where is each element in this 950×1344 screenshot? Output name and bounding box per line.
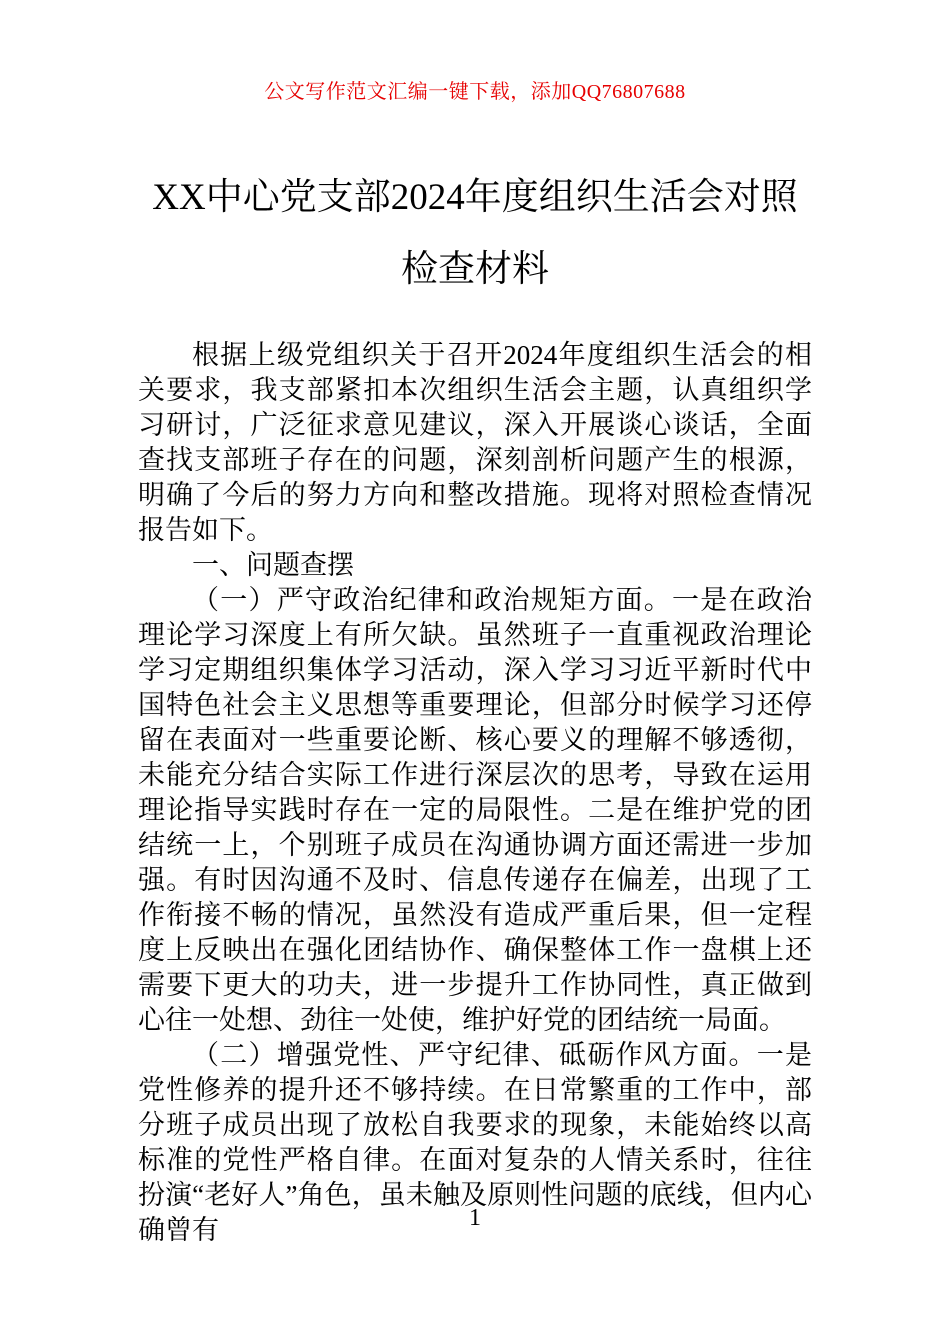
paragraph: （一）严守政治纪律和政治规矩方面。一是在政治理论学习深度上有所欠缺。虽然班子一直重视政治理论学习定期组织集体学习活动，深入学习习近平新时代中国特色社会主义思想等重要理论，但部分时候学习还停留在表面对一些重要论断、核心要义的理解不够透彻，未能充分结合实际工作进行深层次的思考，导致在运用理论指导实践时存在一定的局限性。二是在维护党的团结统一上，个别班子成员在沟通协调方面还需进一步加强。有时因沟通不及时、信息传递存在偏差，出现了工作衔接不畅的情况，虽然没有造成严重后果，但一定程度上反映出在强化团结协作、确保整体工作一盘棋上还需要下更大的功夫，进一步提升工作协同性，真正做到心往一处想、劲往一处使，维护好党的团结统一局面。 [138,585,812,1035]
paragraph: （二）增强党性、严守纪律、砥砺作风方面。一是党性修养的提升还不够持续。在日常繁重的工作中，部分班子成员出现了放松自我要求的现象，未能始终以高标准的党性严格自律。在面对复杂的人情关系时，往往扮演“老好人”角色，虽未触及原则性问题的底线，但内心确曾有 [138,1040,812,1245]
paragraph: 根据上级党组织关于召开2024年度组织生活会的相关要求，我支部紧扣本次组织生活会主题，认真组织学习研讨，广泛征求意见建议，深入开展谈心谈话，全面查找支部班子存在的问题，深刻剖析问题产生的根源，明确了今后的努力方向和整改措施。现将对照检查情况报告如下。 [138,340,812,545]
page-number: 1 [469,1205,481,1231]
document-title [138,162,812,306]
title-line-2: 检查材料 [401,249,549,290]
document-body [138,338,812,1248]
header-notice: 公文写作范文汇编一键下载，添加QQ76807688 [264,81,686,103]
title-line-1: XX中心党支部2024年度组织生活会对照 [152,177,798,218]
paragraph: 一、问题查摆 [192,550,354,580]
